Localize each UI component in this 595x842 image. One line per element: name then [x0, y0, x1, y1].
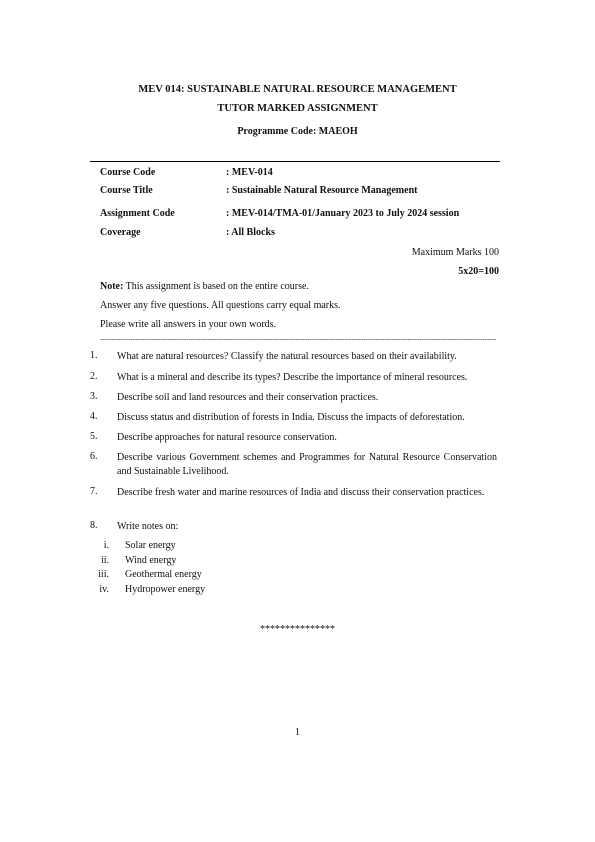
- question-number: 4.: [90, 411, 98, 422]
- subitem-text: Solar energy: [125, 540, 176, 551]
- question-number: 2.: [90, 371, 98, 382]
- subitem-text: Hydropower energy: [125, 584, 206, 595]
- marks-scheme: 5x20=100: [458, 266, 499, 277]
- note-text: This assignment is based on the entire course.: [123, 281, 309, 292]
- question-number: 5.: [90, 431, 98, 442]
- question-text: Write notes on:: [117, 521, 179, 532]
- question-number: 3.: [90, 391, 98, 402]
- subitem-text: Wind energy: [125, 555, 177, 566]
- subitem-text: Geothermal energy: [125, 569, 202, 580]
- coverage-value: : All Blocks: [226, 227, 275, 238]
- subitem-number: iv.: [99, 584, 109, 595]
- note-line: [100, 281, 309, 292]
- course-code-label: Course Code: [100, 167, 156, 178]
- dashed-divider: --------------------------------------------------------------------------------------------------------------------------------------------------------------------------: [100, 335, 497, 343]
- document-subtitle: TUTOR MARKED ASSIGNMENT: [217, 103, 378, 114]
- question-number: 7.: [90, 486, 98, 497]
- question-number: 8.: [90, 520, 98, 531]
- programme-code: Programme Code: MAEOH: [237, 126, 358, 137]
- question-number: 6.: [90, 451, 98, 462]
- page-number: 1: [295, 727, 300, 738]
- top-rule: [90, 161, 500, 162]
- note-label: Note:: [100, 281, 124, 292]
- coverage-label: Coverage: [100, 227, 141, 238]
- subitem-number: i.: [103, 540, 109, 551]
- instruction-line: Please write all answers in your own words.: [100, 319, 277, 330]
- question-text: Describe soil and land resources and their conservation practices.: [117, 392, 379, 403]
- question-number: 1.: [90, 350, 98, 361]
- subitem-number: iii.: [98, 569, 109, 580]
- course-title-value: : Sustainable Natural Resource Management: [226, 185, 418, 196]
- assignment-code-label: Assignment Code: [100, 208, 175, 219]
- end-marker: ***************: [260, 624, 335, 635]
- question-text: Describe various Government schemes and Programmes for Natural Resource Conservation and Sustainable Livelihood.: [117, 452, 497, 477]
- assignment-code-value: : MEV-014/TMA-01/January 2023 to July 2024 session: [226, 208, 460, 219]
- question-text: Describe approaches for natural resource conservation.: [117, 432, 337, 443]
- document-title: MEV 014: SUSTAINABLE NATURAL RESOURCE MANAGEMENT: [138, 84, 457, 95]
- course-title-label: Course Title: [100, 185, 153, 196]
- maximum-marks: Maximum Marks 100: [411, 247, 499, 258]
- question-text: Describe fresh water and marine resources of India and discuss their conservation practices.: [117, 487, 485, 498]
- subitem-number: ii.: [100, 555, 109, 566]
- question-text: What is a mineral and describe its types? Describe the importance of mineral resources.: [117, 372, 468, 383]
- question-text: What are natural resources? Classify the natural resources based on their availability.: [117, 351, 457, 362]
- instruction-line: Answer any five questions. All questions carry equal marks.: [100, 300, 341, 311]
- course-code-value: : MEV-014: [226, 167, 273, 178]
- question-text: Discuss status and distribution of forests in India. Discuss the impacts of deforestation.: [117, 412, 465, 423]
